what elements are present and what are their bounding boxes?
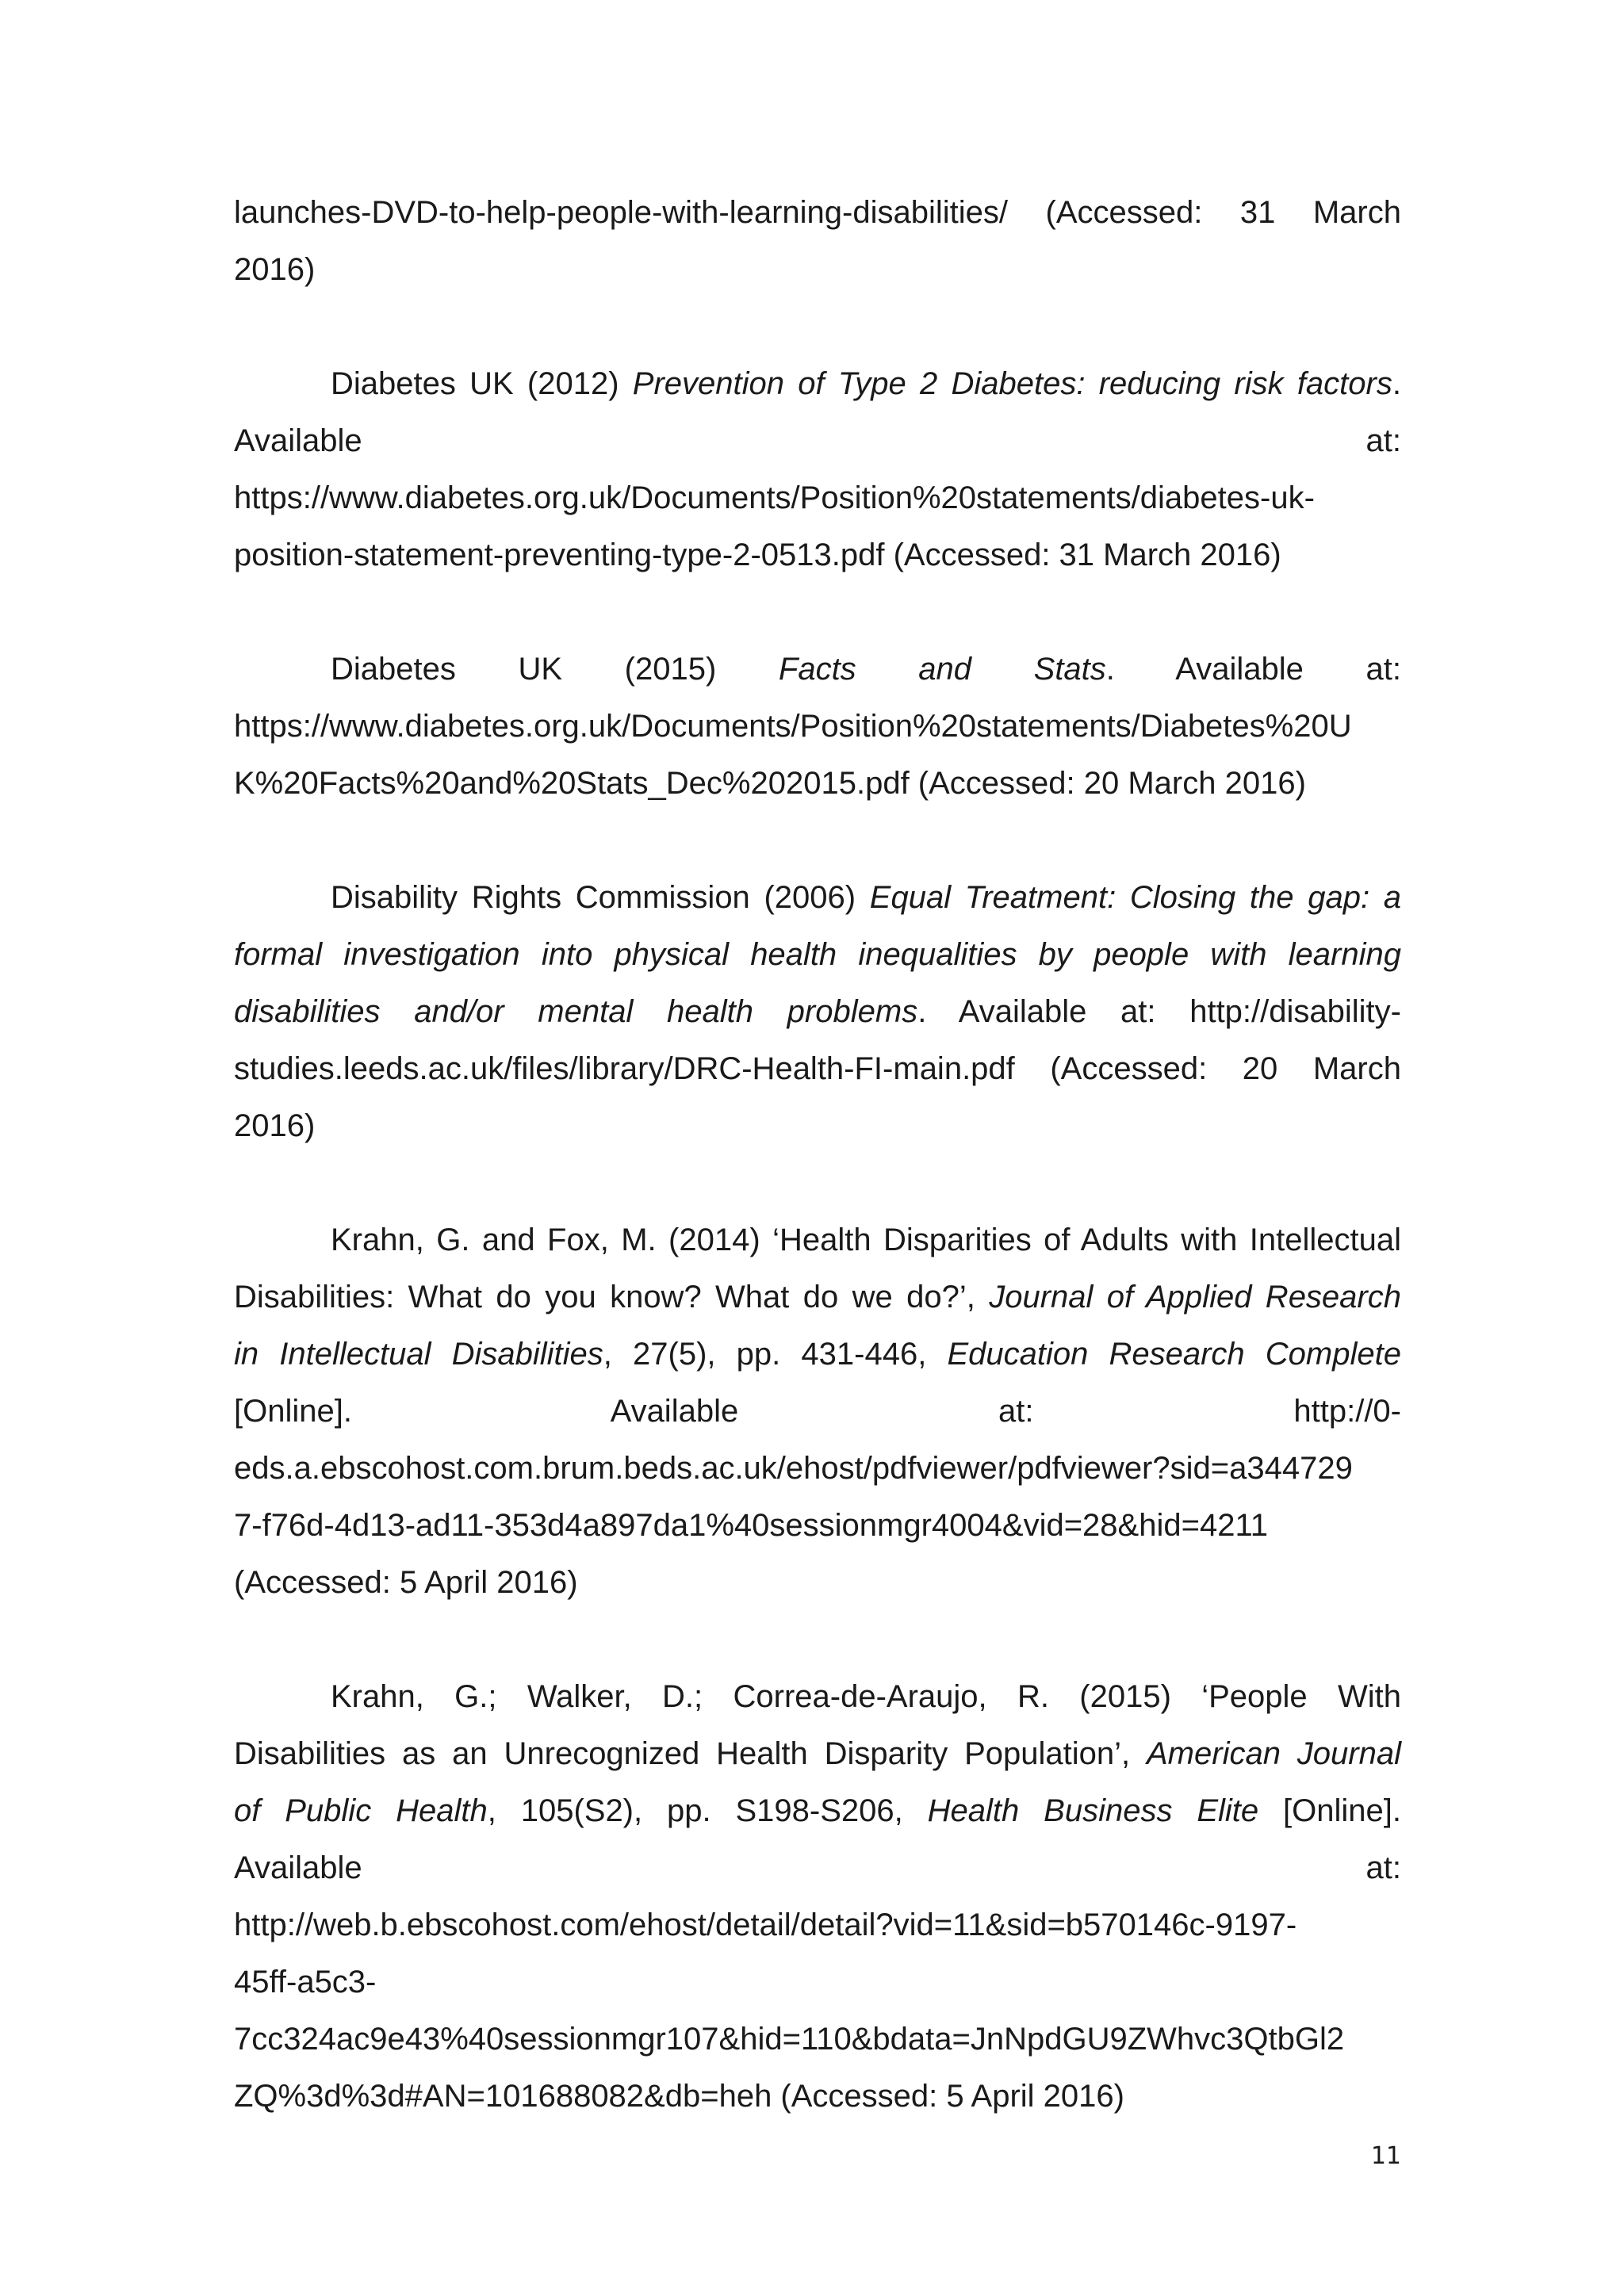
reference-line: [Online]. Available at: http://0- — [234, 1394, 1401, 1429]
reference-journal: of Public Health — [234, 1793, 488, 1828]
reference-title: Equal Treatment: Closing the gap: a — [869, 880, 1401, 915]
reference-text: Disabilities: What do you know? What do we do?’, — [234, 1280, 990, 1314]
reference-entry-krahn-fox-2014 — [234, 1211, 1401, 1611]
reference-journal: American Journal — [1147, 1736, 1401, 1771]
reference-title: formal investigation into physical health inequalities by people with learning — [234, 937, 1401, 972]
reference-author-year: Diabetes UK (2015) — [331, 652, 779, 687]
reference-line: ZQ%3d%3d#AN=101688082&db=heh (Accessed: 5 April 2016) — [234, 2079, 1124, 2114]
reference-entry-continuation — [234, 184, 1401, 298]
reference-url: https://www.diabetes.org.uk/Documents/Position%20statements/Diabetes%20U — [234, 709, 1352, 744]
reference-line — [234, 983, 1401, 1040]
reference-url: https://www.diabetes.org.uk/Documents/Position%20statements/diabetes-uk- — [234, 480, 1315, 515]
reference-text: , 105(S2), pp. S198-S206, — [487, 1793, 928, 1828]
reference-line — [234, 641, 1401, 698]
reference-line — [234, 1725, 1401, 1782]
reference-line — [234, 869, 1401, 926]
reference-url: http://web.b.ebscohost.com/ehost/detail/detail?vid=11&sid=b570146c-9197- — [234, 1908, 1297, 1942]
reference-journal: Journal of Applied Research — [989, 1280, 1401, 1314]
page-number: 11 — [1370, 2142, 1401, 2170]
reference-line — [234, 1782, 1401, 1839]
reference-text: , 27(5), pp. 431-446, — [603, 1337, 948, 1372]
reference-title: Facts and Stats — [778, 652, 1106, 687]
reference-author-year: Diabetes UK (2012) — [331, 366, 633, 401]
reference-entry-diabetes-uk-2012 — [234, 355, 1401, 584]
reference-line: (Accessed: 5 April 2016) — [234, 1565, 578, 1600]
reference-title: Prevention of Type 2 Diabetes: reducing risk factors — [632, 366, 1392, 401]
reference-line: Available at: — [234, 1850, 1401, 1885]
reference-author-year: Disability Rights Commission (2006) — [331, 880, 870, 915]
reference-title: disabilities and/or mental health problems — [234, 994, 918, 1029]
reference-text: . Available at: — [1105, 652, 1401, 687]
reference-url: eds.a.ebscohost.com.brum.beds.ac.uk/ehost/pdfviewer/pdfviewer?sid=a344729 — [234, 1451, 1353, 1486]
reference-text: . Available at: http://disability- — [917, 994, 1401, 1029]
reference-line — [234, 1269, 1401, 1326]
reference-text: [Online]. — [1258, 1793, 1402, 1828]
reference-url: 45ff-a5c3- — [234, 1965, 377, 1999]
reference-line: 2016) — [234, 252, 316, 287]
reference-url: 7cc324ac9e43%40sessionmgr107&hid=110&bdata=JnNpdGU9ZWhvc3QtbGl2 — [234, 2022, 1345, 2057]
reference-line: position-statement-preventing-type-2-0513.pdf (Accessed: 31 March 2016) — [234, 538, 1281, 572]
reference-line: launches-DVD-to-help-people-with-learning-disabilities/ (Accessed: 31 March — [234, 195, 1401, 230]
reference-line: K%20Facts%20and%20Stats_Dec%202015.pdf (Accessed: 20 March 2016) — [234, 766, 1306, 801]
reference-line: Krahn, G.; Walker, D.; Correa-de-Araujo, R. (2015) ‘People With — [331, 1679, 1401, 1714]
reference-line: Available at: — [234, 423, 1401, 458]
reference-database: Health Business Elite — [927, 1793, 1259, 1828]
reference-url: 7-f76d-4d13-ad11-353d4a897da1%40sessionmgr4004&vid=28&hid=4211 — [234, 1508, 1268, 1543]
reference-line: 2016) — [234, 1108, 316, 1143]
reference-list — [234, 184, 1401, 2182]
reference-line — [234, 355, 1401, 412]
reference-journal: in Intellectual Disabilities — [234, 1337, 603, 1372]
reference-text: . — [1392, 366, 1401, 401]
reference-text: Disabilities as an Unrecognized Health Disparity Population’, — [234, 1736, 1147, 1771]
reference-line — [234, 926, 1401, 983]
reference-entry-krahn-walker-2015 — [234, 1668, 1401, 2125]
reference-line: studies.leeds.ac.uk/files/library/DRC-Health-FI-main.pdf (Accessed: 20 March — [234, 1051, 1401, 1086]
reference-line — [234, 1326, 1401, 1383]
reference-entry-disability-rights-commission-2006 — [234, 869, 1401, 1154]
reference-line: Krahn, G. and Fox, M. (2014) ‘Health Disparities of Adults with Intellectual — [331, 1223, 1401, 1257]
reference-entry-diabetes-uk-2015 — [234, 641, 1401, 812]
reference-database: Education Research Complete — [947, 1337, 1401, 1372]
